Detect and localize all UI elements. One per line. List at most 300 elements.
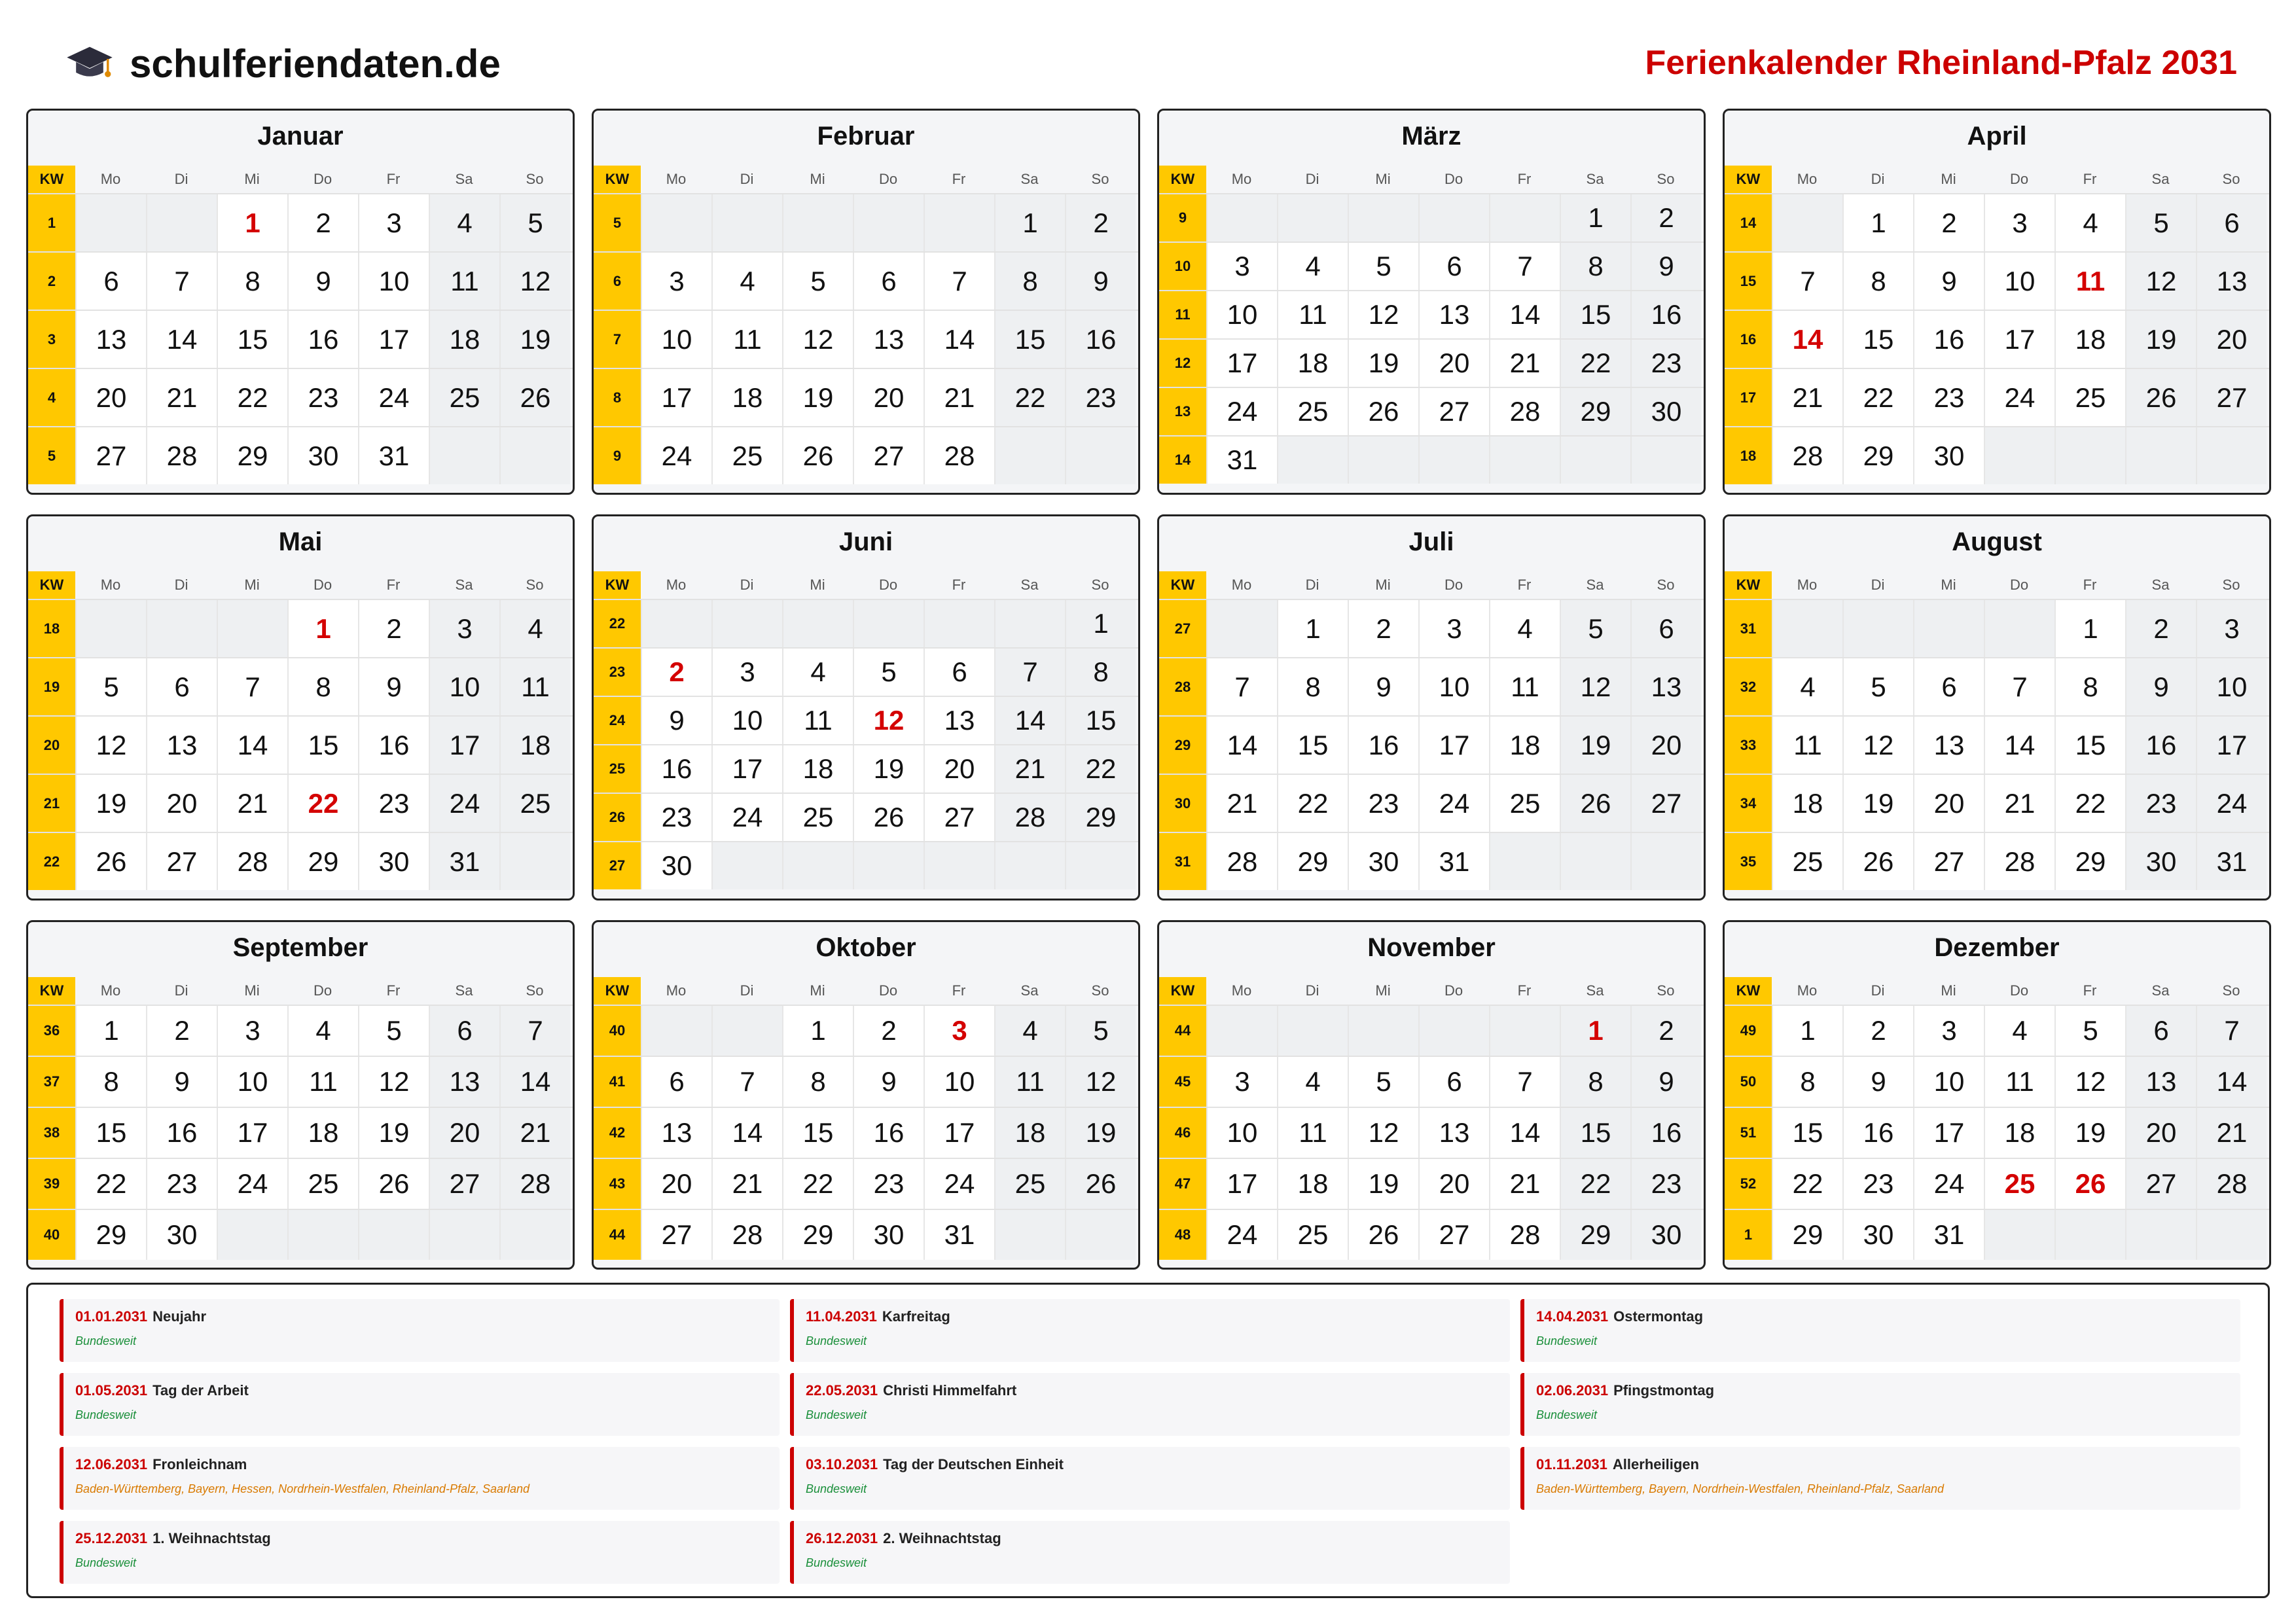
day-cell: 3 [1984, 194, 2054, 251]
empty-cell [1418, 194, 1489, 241]
day-cell: 16 [1842, 1108, 1913, 1158]
kw-header: KW [1159, 977, 1206, 1005]
day-cell: 25 [711, 427, 782, 484]
week-number: 20 [28, 717, 75, 774]
holiday-name: Tag der Deutschen Einheit [883, 1456, 1064, 1472]
day-cell: 16 [1348, 717, 1418, 774]
week-number: 48 [1159, 1210, 1206, 1260]
holiday-region: Bundesweit [806, 1334, 867, 1347]
page-title: Ferienkalender Rheinland-Pfalz 2031 [1645, 44, 2237, 82]
day-cell: 21 [994, 745, 1065, 793]
empty-cell [287, 1210, 358, 1260]
day-cell: 3 [711, 649, 782, 696]
day-cell: 31 [1418, 833, 1489, 890]
month-7 [1157, 514, 1706, 901]
week-row [1725, 1005, 2269, 1056]
week-number: 43 [594, 1159, 641, 1209]
holiday-name: Christi Himmelfahrt [883, 1382, 1017, 1399]
empty-cell [711, 194, 782, 251]
day-cell: 4 [499, 600, 570, 657]
day-cell: 27 [75, 427, 146, 484]
empty-cell [641, 600, 711, 647]
day-cell: 14 [1489, 291, 1560, 338]
week-row [28, 193, 573, 251]
day-cell: 30 [1913, 427, 1984, 484]
weekday-header: Mi [810, 982, 825, 999]
site-logo[interactable] [65, 39, 501, 88]
day-cell: 3 [924, 1006, 994, 1056]
day-cell: 27 [2125, 1159, 2196, 1209]
empty-cell [1065, 1210, 1136, 1260]
empty-cell [924, 842, 994, 889]
day-cell: 19 [853, 745, 924, 793]
day-cell: 24 [1418, 775, 1489, 832]
holiday-item [1520, 1373, 2240, 1436]
day-cell: 29 [782, 1210, 853, 1260]
week-number: 1 [1725, 1210, 1772, 1260]
holiday-item [790, 1447, 1510, 1510]
week-row [594, 251, 1138, 310]
day-cell: 12 [2125, 253, 2196, 310]
holiday-item [60, 1373, 780, 1436]
day-cell: 21 [1772, 369, 1842, 426]
week-row [28, 599, 573, 657]
day-cell: 25 [1277, 388, 1348, 435]
empty-cell [853, 600, 924, 647]
day-cell: 14 [1984, 717, 2054, 774]
day-cell: 3 [429, 600, 499, 657]
weekday-header: Di [1871, 171, 1885, 187]
day-cell: 25 [1489, 775, 1560, 832]
day-cell: 16 [641, 745, 711, 793]
day-cell: 28 [1772, 427, 1842, 484]
day-cell: 11 [1277, 291, 1348, 338]
day-cell: 6 [1630, 600, 1701, 657]
day-cell: 18 [499, 717, 570, 774]
holiday-region: Bundesweit [806, 1408, 867, 1421]
day-cell: 14 [2196, 1057, 2267, 1107]
week-row [1725, 774, 2269, 832]
empty-cell [1560, 437, 1630, 484]
day-cell: 17 [1984, 311, 2054, 368]
empty-cell [994, 842, 1065, 889]
day-cell: 26 [1348, 388, 1418, 435]
week-number: 50 [1725, 1057, 1772, 1107]
day-cell: 17 [1206, 1159, 1277, 1209]
month-6 [592, 514, 1140, 901]
day-cell: 19 [782, 369, 853, 426]
week-number: 17 [1725, 369, 1772, 426]
weekday-header: Fr [2083, 577, 2097, 593]
weekday-header: Di [1305, 982, 1319, 999]
day-cell: 5 [2125, 194, 2196, 251]
day-cell: 8 [2054, 658, 2125, 715]
day-cell: 20 [146, 775, 217, 832]
day-cell: 23 [1065, 369, 1136, 426]
weekday-header: So [1657, 171, 1675, 187]
weekday-header: Mo [666, 577, 687, 593]
weekday-header: So [1091, 577, 1109, 593]
weekday-header: Di [1305, 577, 1319, 593]
week-number: 29 [1159, 717, 1206, 774]
week-number: 2 [28, 253, 75, 310]
empty-cell [146, 194, 217, 251]
day-cell: 25 [499, 775, 570, 832]
day-cell: 31 [1206, 437, 1277, 484]
day-cell: 8 [782, 1057, 853, 1107]
day-cell: 8 [217, 253, 287, 310]
day-cell: 7 [994, 649, 1065, 696]
day-cell: 22 [782, 1159, 853, 1209]
day-cell: 15 [782, 1108, 853, 1158]
day-cell: 7 [924, 253, 994, 310]
day-cell: 25 [782, 794, 853, 841]
day-cell: 7 [1489, 1057, 1560, 1107]
empty-cell [358, 1210, 429, 1260]
day-cell: 9 [1348, 658, 1418, 715]
day-cell: 29 [1560, 388, 1630, 435]
weekday-header: Mi [1941, 577, 1956, 593]
week-number: 40 [594, 1006, 641, 1056]
day-cell: 29 [1277, 833, 1348, 890]
holiday-name: Neujahr [152, 1308, 207, 1325]
week-row [1159, 1005, 1704, 1056]
empty-cell [1065, 427, 1136, 484]
holiday-name: Karfreitag [882, 1308, 950, 1325]
week-row [28, 426, 573, 484]
weekday-header: Sa [2151, 577, 2170, 593]
holiday-item [1520, 1299, 2240, 1362]
week-number: 41 [594, 1057, 641, 1107]
day-cell: 2 [641, 649, 711, 696]
day-cell: 22 [287, 775, 358, 832]
day-cell: 24 [711, 794, 782, 841]
weekday-header: Sa [1586, 171, 1604, 187]
weekday-header: Fr [952, 982, 966, 999]
day-cell: 1 [217, 194, 287, 251]
kw-header: KW [1725, 571, 1772, 599]
day-cell: 14 [1489, 1108, 1560, 1158]
day-cell: 17 [1206, 340, 1277, 387]
kw-header: KW [1725, 166, 1772, 193]
day-cell: 21 [1489, 1159, 1560, 1209]
day-cell: 9 [1630, 243, 1701, 290]
day-cell: 8 [1065, 649, 1136, 696]
day-cell: 28 [217, 833, 287, 890]
weekday-header: Di [740, 577, 754, 593]
day-cell: 30 [287, 427, 358, 484]
week-number: 26 [594, 794, 641, 841]
month-4 [1723, 109, 2271, 495]
empty-cell [1489, 194, 1560, 241]
day-cell: 30 [641, 842, 711, 889]
empty-cell [1630, 833, 1701, 890]
day-cell: 20 [429, 1108, 499, 1158]
day-cell: 5 [2054, 1006, 2125, 1056]
empty-cell [641, 1006, 711, 1056]
kw-header: KW [28, 166, 75, 193]
day-cell: 11 [1277, 1108, 1348, 1158]
holiday-region: Bundesweit [1536, 1408, 1598, 1421]
day-cell: 8 [75, 1057, 146, 1107]
holiday-name: Ostermontag [1613, 1308, 1704, 1325]
week-row [28, 251, 573, 310]
day-cell: 24 [1913, 1159, 1984, 1209]
weekday-header: Fr [952, 577, 966, 593]
day-cell: 4 [782, 649, 853, 696]
day-cell: 8 [1277, 658, 1348, 715]
day-cell: 4 [287, 1006, 358, 1056]
day-cell: 13 [429, 1057, 499, 1107]
week-number: 22 [28, 833, 75, 890]
weekday-header: Do [2009, 982, 2029, 999]
weekday-header: Sa [1586, 982, 1604, 999]
weekday-header: Mo [100, 982, 121, 999]
day-cell: 31 [429, 833, 499, 890]
empty-cell [1489, 833, 1560, 890]
day-cell: 10 [1206, 291, 1277, 338]
weekday-header: So [526, 982, 544, 999]
weekday-header: Di [1305, 171, 1319, 187]
day-cell: 12 [1348, 1108, 1418, 1158]
weekday-header: So [2222, 577, 2240, 593]
empty-cell [711, 842, 782, 889]
holiday-region: Baden-Württemberg, Bayern, Hessen, Nordrhein-Westfalen, Rheinland-Pfalz, Saarland [75, 1482, 530, 1495]
day-cell: 25 [2054, 369, 2125, 426]
week-number: 3 [28, 311, 75, 368]
weekday-header: Mo [100, 171, 121, 187]
day-cell: 22 [75, 1159, 146, 1209]
week-number: 16 [1725, 311, 1772, 368]
week-row [28, 1005, 573, 1056]
week-row [1725, 426, 2269, 484]
week-row [1725, 715, 2269, 774]
day-cell: 4 [1984, 1006, 2054, 1056]
day-cell: 13 [853, 311, 924, 368]
week-number: 30 [1159, 775, 1206, 832]
day-cell: 1 [287, 600, 358, 657]
holiday-item [790, 1373, 1510, 1436]
week-row [1725, 657, 2269, 715]
empty-cell [1489, 1006, 1560, 1056]
day-cell: 23 [1913, 369, 1984, 426]
holiday-region: Baden-Württemberg, Bayern, Nordrhein-Westfalen, Rheinland-Pfalz, Saarland [1536, 1482, 1944, 1495]
empty-cell [994, 427, 1065, 484]
day-cell: 20 [1418, 1159, 1489, 1209]
day-cell: 9 [1065, 253, 1136, 310]
day-cell: 8 [287, 658, 358, 715]
empty-cell [75, 600, 146, 657]
day-cell: 7 [499, 1006, 570, 1056]
day-cell: 28 [1489, 1210, 1560, 1260]
day-cell: 1 [1842, 194, 1913, 251]
holiday-date: 03.10.2031 [806, 1456, 878, 1472]
day-cell: 2 [1630, 194, 1701, 241]
day-cell: 27 [1418, 388, 1489, 435]
holiday-item [60, 1447, 780, 1510]
day-cell: 26 [75, 833, 146, 890]
day-cell: 15 [217, 311, 287, 368]
weekday-header: Di [174, 982, 188, 999]
day-cell: 11 [1984, 1057, 2054, 1107]
weekday-header: Mo [1797, 171, 1818, 187]
empty-cell [994, 1210, 1065, 1260]
day-cell: 10 [1418, 658, 1489, 715]
week-number: 49 [1725, 1006, 1772, 1056]
day-cell: 7 [711, 1057, 782, 1107]
day-cell: 3 [1418, 600, 1489, 657]
week-number: 39 [28, 1159, 75, 1209]
month-name: August [1952, 527, 2042, 556]
week-number: 15 [1725, 253, 1772, 310]
kw-header: KW [1725, 977, 1772, 1005]
day-cell: 23 [1630, 1159, 1701, 1209]
weekday-header: Do [2009, 577, 2029, 593]
day-cell: 9 [1842, 1057, 1913, 1107]
day-cell: 24 [1984, 369, 2054, 426]
day-cell: 19 [1842, 775, 1913, 832]
day-cell: 18 [1277, 340, 1348, 387]
week-row [1725, 251, 2269, 310]
day-cell: 17 [711, 745, 782, 793]
day-cell: 16 [287, 311, 358, 368]
weekday-header: Sa [1020, 577, 1039, 593]
holiday-item [790, 1521, 1510, 1584]
day-cell: 2 [146, 1006, 217, 1056]
weekday-header: Do [313, 577, 332, 593]
day-cell: 6 [146, 658, 217, 715]
day-cell: 30 [1630, 388, 1701, 435]
day-cell: 18 [711, 369, 782, 426]
month-name: Januar [257, 122, 344, 151]
weekday-header: Sa [2151, 171, 2170, 187]
weekday-header: Mi [244, 982, 260, 999]
week-row [1725, 1158, 2269, 1209]
day-cell: 6 [924, 649, 994, 696]
day-cell: 13 [1418, 1108, 1489, 1158]
week-number: 31 [1159, 833, 1206, 890]
empty-cell [217, 1210, 287, 1260]
day-cell: 18 [1984, 1108, 2054, 1158]
day-cell: 5 [75, 658, 146, 715]
day-cell: 1 [1277, 600, 1348, 657]
weekday-header: Do [878, 577, 898, 593]
day-cell: 6 [641, 1057, 711, 1107]
day-cell: 28 [924, 427, 994, 484]
day-cell: 2 [1913, 194, 1984, 251]
weekday-header: So [2222, 982, 2240, 999]
week-row [594, 1209, 1138, 1260]
empty-cell [1560, 833, 1630, 890]
week-number: 31 [1725, 600, 1772, 657]
day-cell: 12 [75, 717, 146, 774]
day-cell: 3 [1206, 1057, 1277, 1107]
day-cell: 9 [853, 1057, 924, 1107]
day-cell: 2 [853, 1006, 924, 1056]
day-cell: 21 [499, 1108, 570, 1158]
day-cell: 22 [217, 369, 287, 426]
weekday-header: Sa [2151, 982, 2170, 999]
weekday-header: Mo [1231, 982, 1252, 999]
weekday-header: Mo [1231, 577, 1252, 593]
month-1 [26, 109, 575, 495]
weekday-header: Di [1871, 982, 1885, 999]
week-row [1159, 832, 1704, 890]
day-cell: 23 [358, 775, 429, 832]
day-cell: 18 [2054, 311, 2125, 368]
day-cell: 30 [358, 833, 429, 890]
weekday-header: So [1657, 982, 1675, 999]
week-number: 27 [594, 842, 641, 889]
day-cell: 4 [2054, 194, 2125, 251]
day-cell: 5 [1348, 243, 1418, 290]
day-cell: 26 [1348, 1210, 1418, 1260]
day-cell: 7 [2196, 1006, 2267, 1056]
day-cell: 22 [1842, 369, 1913, 426]
holiday-date: 25.12.2031 [75, 1530, 148, 1546]
day-cell: 22 [1560, 340, 1630, 387]
month-name: März [1401, 122, 1462, 151]
day-cell: 17 [217, 1108, 287, 1158]
day-cell: 26 [1842, 833, 1913, 890]
day-cell: 9 [287, 253, 358, 310]
day-cell: 13 [75, 311, 146, 368]
empty-cell [1277, 1006, 1348, 1056]
empty-cell [711, 600, 782, 647]
week-row [1725, 310, 2269, 368]
month-name: Oktober [816, 933, 916, 962]
weekday-header: Fr [2083, 982, 2097, 999]
day-cell: 13 [924, 697, 994, 744]
day-cell: 29 [287, 833, 358, 890]
month-name: Dezember [1934, 933, 2060, 962]
holiday-list [26, 1283, 2270, 1598]
day-cell: 4 [994, 1006, 1065, 1056]
week-row [594, 1005, 1138, 1056]
week-number: 51 [1725, 1108, 1772, 1158]
weekday-header: Sa [1020, 982, 1039, 999]
week-number: 36 [28, 1006, 75, 1056]
day-cell: 7 [1489, 243, 1560, 290]
empty-cell [641, 194, 711, 251]
day-cell: 15 [1065, 697, 1136, 744]
day-cell: 16 [1630, 1108, 1701, 1158]
week-number: 18 [28, 600, 75, 657]
holiday-name: 1. Weihnachtstag [152, 1530, 271, 1546]
day-cell: 11 [1772, 717, 1842, 774]
weekday-header: Sa [455, 982, 473, 999]
day-cell: 22 [2054, 775, 2125, 832]
day-cell: 26 [2125, 369, 2196, 426]
day-cell: 19 [2054, 1108, 2125, 1158]
day-cell: 3 [1206, 243, 1277, 290]
weekday-header: So [1657, 577, 1675, 593]
day-cell: 6 [1418, 243, 1489, 290]
weekday-header: So [1091, 171, 1109, 187]
day-cell: 29 [217, 427, 287, 484]
week-row [28, 310, 573, 368]
day-cell: 19 [1348, 340, 1418, 387]
week-row [1159, 193, 1704, 241]
day-cell: 10 [2196, 658, 2267, 715]
day-cell: 15 [2054, 717, 2125, 774]
day-cell: 6 [429, 1006, 499, 1056]
month-5 [26, 514, 575, 901]
day-cell: 9 [1630, 1057, 1701, 1107]
holiday-item [60, 1299, 780, 1362]
day-cell: 14 [499, 1057, 570, 1107]
day-cell: 12 [499, 253, 570, 310]
